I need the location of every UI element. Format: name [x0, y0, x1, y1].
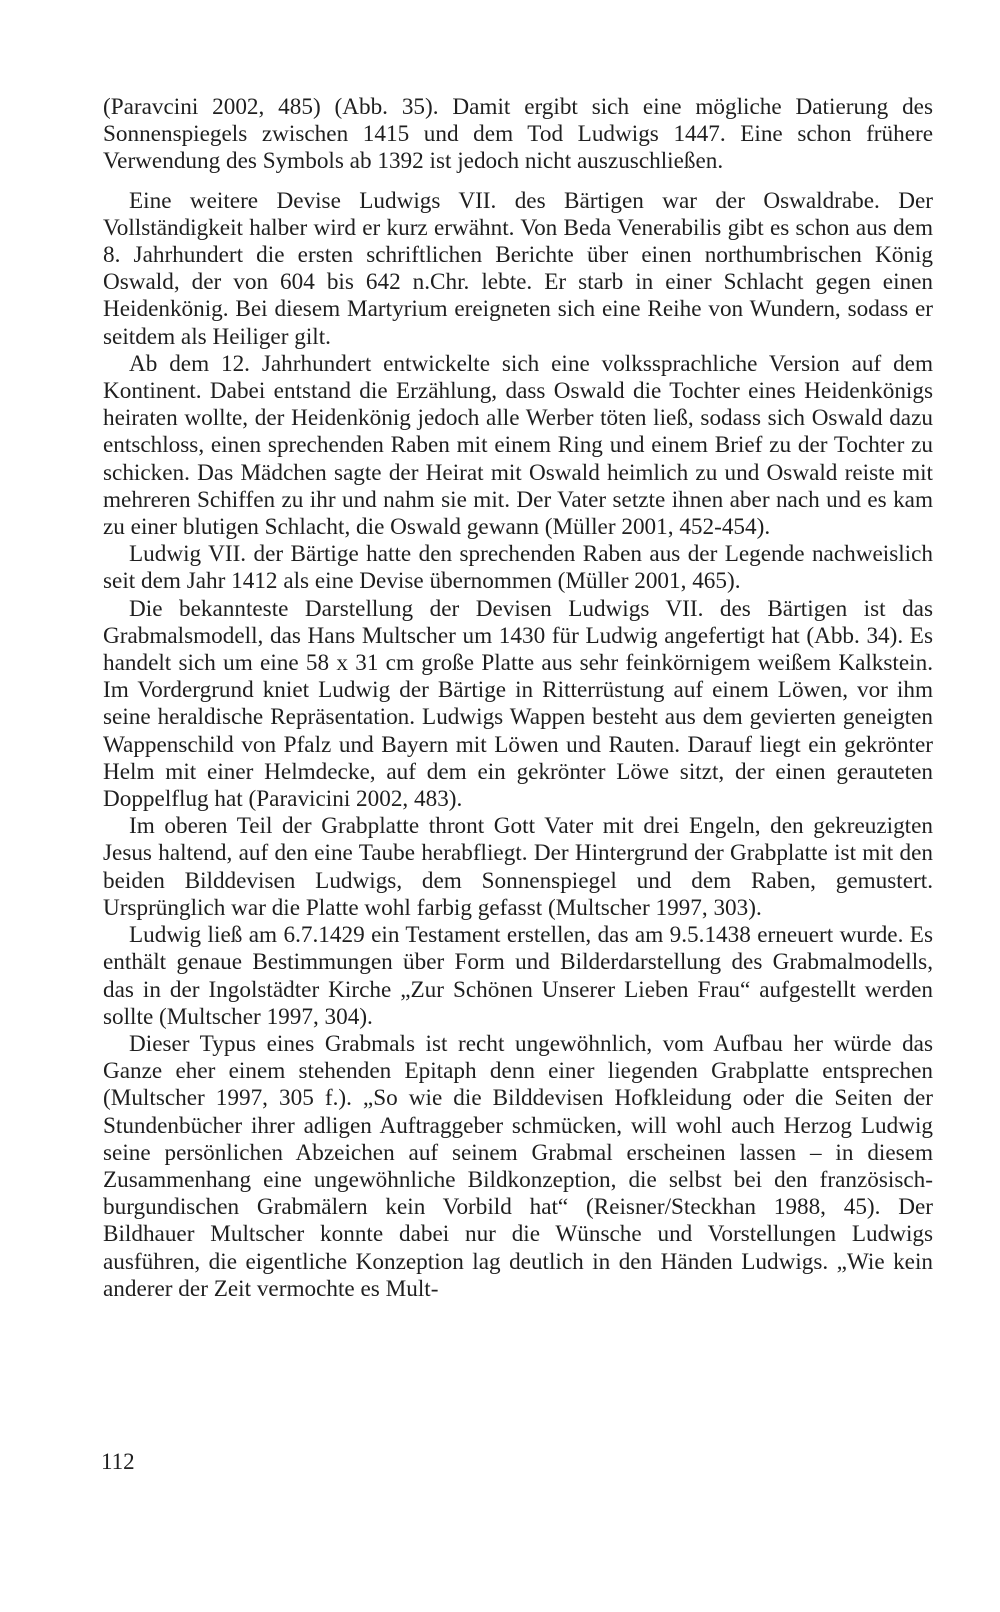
paragraph-oswaldrabe-intro: Eine weitere Devise Ludwigs VII. des Bärtigen war der Oswaldrabe. Der Vollständigkeit halber wird er kurz erwähnt. Von Beda Venerabilis gibt es schon aus dem 8. Jahrhundert die ersten schriftlichen Berichte über einen northumbrischen König Oswald, der von 604 bis 642 n.Chr. lebte. Er starb in einer Schlacht gegen einen Heidenkönig. Bei diesem Martyrium ereigneten sich eine Reihe von Wundern, sodass er seitdem als Heiliger gilt. [103, 187, 933, 350]
body-text [103, 94, 933, 1303]
paragraph-grabplatte-upper: Im oberen Teil der Grabplatte thront Gott Vater mit drei Engeln, den gekreuzigten Jesus haltend, auf den eine Taube herabfliegt. Der Hintergrund der Grabplatte ist mit den beiden Bilddevisen Ludwigs, dem Sonnenspiegel und dem Raben, gemustert. Ursprünglich war die Platte wohl farbig gefasst (Multscher 1997, 303). [103, 813, 933, 921]
paragraph-grabmal-typus: Dieser Typus eines Grabmals ist recht ungewöhnlich, vom Aufbau her würde das Ganze eher einem stehenden Epitaph denn einer liegenden Grabplatte entsprechen (Multscher 1997, 305 f.). „So wie die Bilddevisen Hofkleidung oder die Seiten der Stundenbücher ihrer adligen Auftraggeber schmücken, will wohl auch Herzog Ludwig seine persönlichen Abzeichen auf seinem Grabmal erscheinen lassen – in diesem Zusammenhang eine ungewöhnliche Bildkonzeption, die selbst bei den französisch-burgundischen Grabmälern kein Vorbild hat“ (Reisner/Steckhan 1988, 45). Der Bildhauer Multscher konnte dabei nur die Wünsche und Vorstellungen Ludwigs ausführen, die eigentliche Konzeption lag deutlich in den Händen Ludwigs. „Wie kein anderer der Zeit vermochte es Mult- [103, 1030, 933, 1302]
paragraph-sonnenspiegel-dating: (Paravcini 2002, 485) (Abb. 35). Damit ergibt sich eine mögliche Datierung des Sonnenspiegels zwischen 1415 und dem Tod Ludwigs 1447. Eine schon frühere Verwendung des Symbols ab 1392 ist jedoch nicht auszuschließen. [103, 94, 933, 175]
paragraph-testament: Ludwig ließ am 6.7.1429 ein Testament erstellen, das am 9.5.1438 erneuert wurde. Es enthält genaue Bestimmungen über Form und Bilderdarstellung des Grabmalmodells, das in der Ingolstädter Kirche „Zur Schönen Unserer Lieben Frau“ aufgestellt werden sollte (Multscher 1997, 304). [103, 922, 933, 1030]
page-number: 112 [101, 1449, 135, 1474]
paragraph-raven-device: Ludwig VII. der Bärtige hatte den sprechenden Raben aus der Legende nachweislich seit dem Jahr 1412 als eine Devise übernommen (Müller 2001, 465). [103, 541, 933, 595]
paragraph-oswald-legend: Ab dem 12. Jahrhundert entwickelte sich eine volkssprachliche Version auf dem Kontinent. Dabei entstand die Erzählung, dass Oswald die Tochter eines Heidenkönigs heiraten wollte, der Heidenkönig jedoch alle Werber töten ließ, sodass sich Oswald dazu entschloss, einen sprechenden Raben mit einem Ring und einem Brief zu der Tochter zu schicken. Das Mädchen sagte der Heirat mit Oswald heimlich zu und Oswald reiste mit mehreren Schiffen zu ihr und nahm sie mit. Der Vater setzte ihnen aber nach und es kam zu einer blutigen Schlacht, die Oswald gewann (Müller 2001, 452-454). [103, 350, 933, 541]
paragraph-grabmalsmodell: Die bekannteste Darstellung der Devisen Ludwigs VII. des Bärtigen ist das Grabmalsmodell, das Hans Multscher um 1430 für Ludwig angefertigt hat (Abb. 34). Es handelt sich um eine 58 x 31 cm große Platte aus sehr feinkörnigem weißem Kalkstein. Im Vordergrund kniet Ludwig der Bärtige in Ritterrüstung auf einem Löwen, vor ihm seine heraldische Repräsentation. Ludwigs Wappen besteht aus dem gevierten geneigten Wappenschild von Pfalz und Bayern mit Löwen und Rauten. Darauf liegt ein gekrönter Helm mit einer Helmdecke, auf dem ein gekrönter Löwe sitzt, der einen gerauteten Doppelflug hat (Paravicini 2002, 483). [103, 595, 933, 813]
